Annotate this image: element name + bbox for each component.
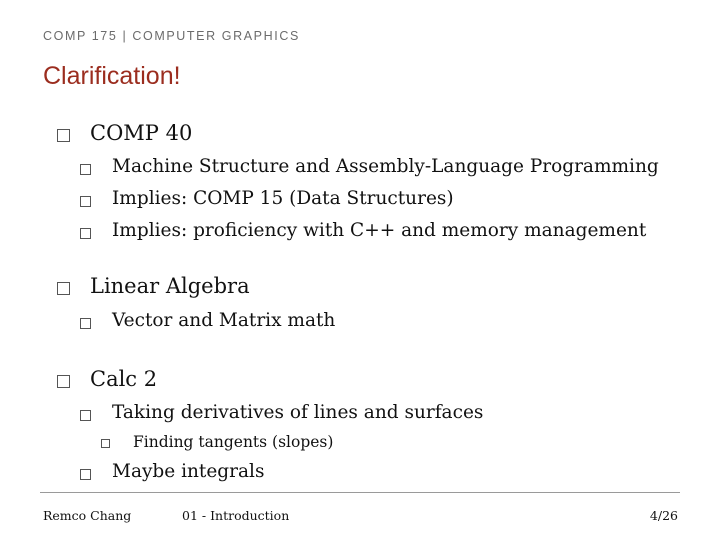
bullet-box-icon	[80, 410, 91, 421]
sub-bullet-label: Machine Structure and Assembly-Language Programming	[112, 156, 659, 177]
sub-bullet-label: Implies: proficiency with C++ and memory management	[112, 220, 647, 241]
sub-bullet-label: Taking derivatives of lines and surfaces	[112, 402, 484, 423]
course-header: COMP 175 | COMPUTER GRAPHICS	[43, 29, 300, 43]
footer-divider	[40, 492, 680, 493]
page-number: 4/26	[649, 508, 678, 523]
sub-sub-bullet-label: Finding tangents (slopes)	[133, 433, 334, 451]
bullet-label: Linear Algebra	[90, 274, 250, 298]
bullet-box-icon	[80, 164, 91, 175]
bullet-box-icon	[57, 375, 70, 388]
slide-title: Clarification!	[43, 62, 181, 90]
bullet-box-icon	[80, 318, 91, 329]
bullet-box-icon	[80, 469, 91, 480]
sub-bullet-label: Vector and Matrix math	[112, 310, 336, 331]
sub-bullet-label: Maybe integrals	[112, 461, 265, 482]
bullet-box-icon	[101, 439, 110, 448]
bullet-box-icon	[80, 196, 91, 207]
footer-author: Remco Chang	[43, 508, 132, 523]
sub-bullet-label: Implies: COMP 15 (Data Structures)	[112, 188, 454, 209]
bullet-label: COMP 40	[90, 121, 193, 145]
bullet-box-icon	[57, 129, 70, 142]
bullet-box-icon	[80, 228, 91, 239]
bullet-box-icon	[57, 282, 70, 295]
footer-section: 01 - Introduction	[182, 508, 290, 523]
bullet-label: Calc 2	[90, 367, 158, 391]
